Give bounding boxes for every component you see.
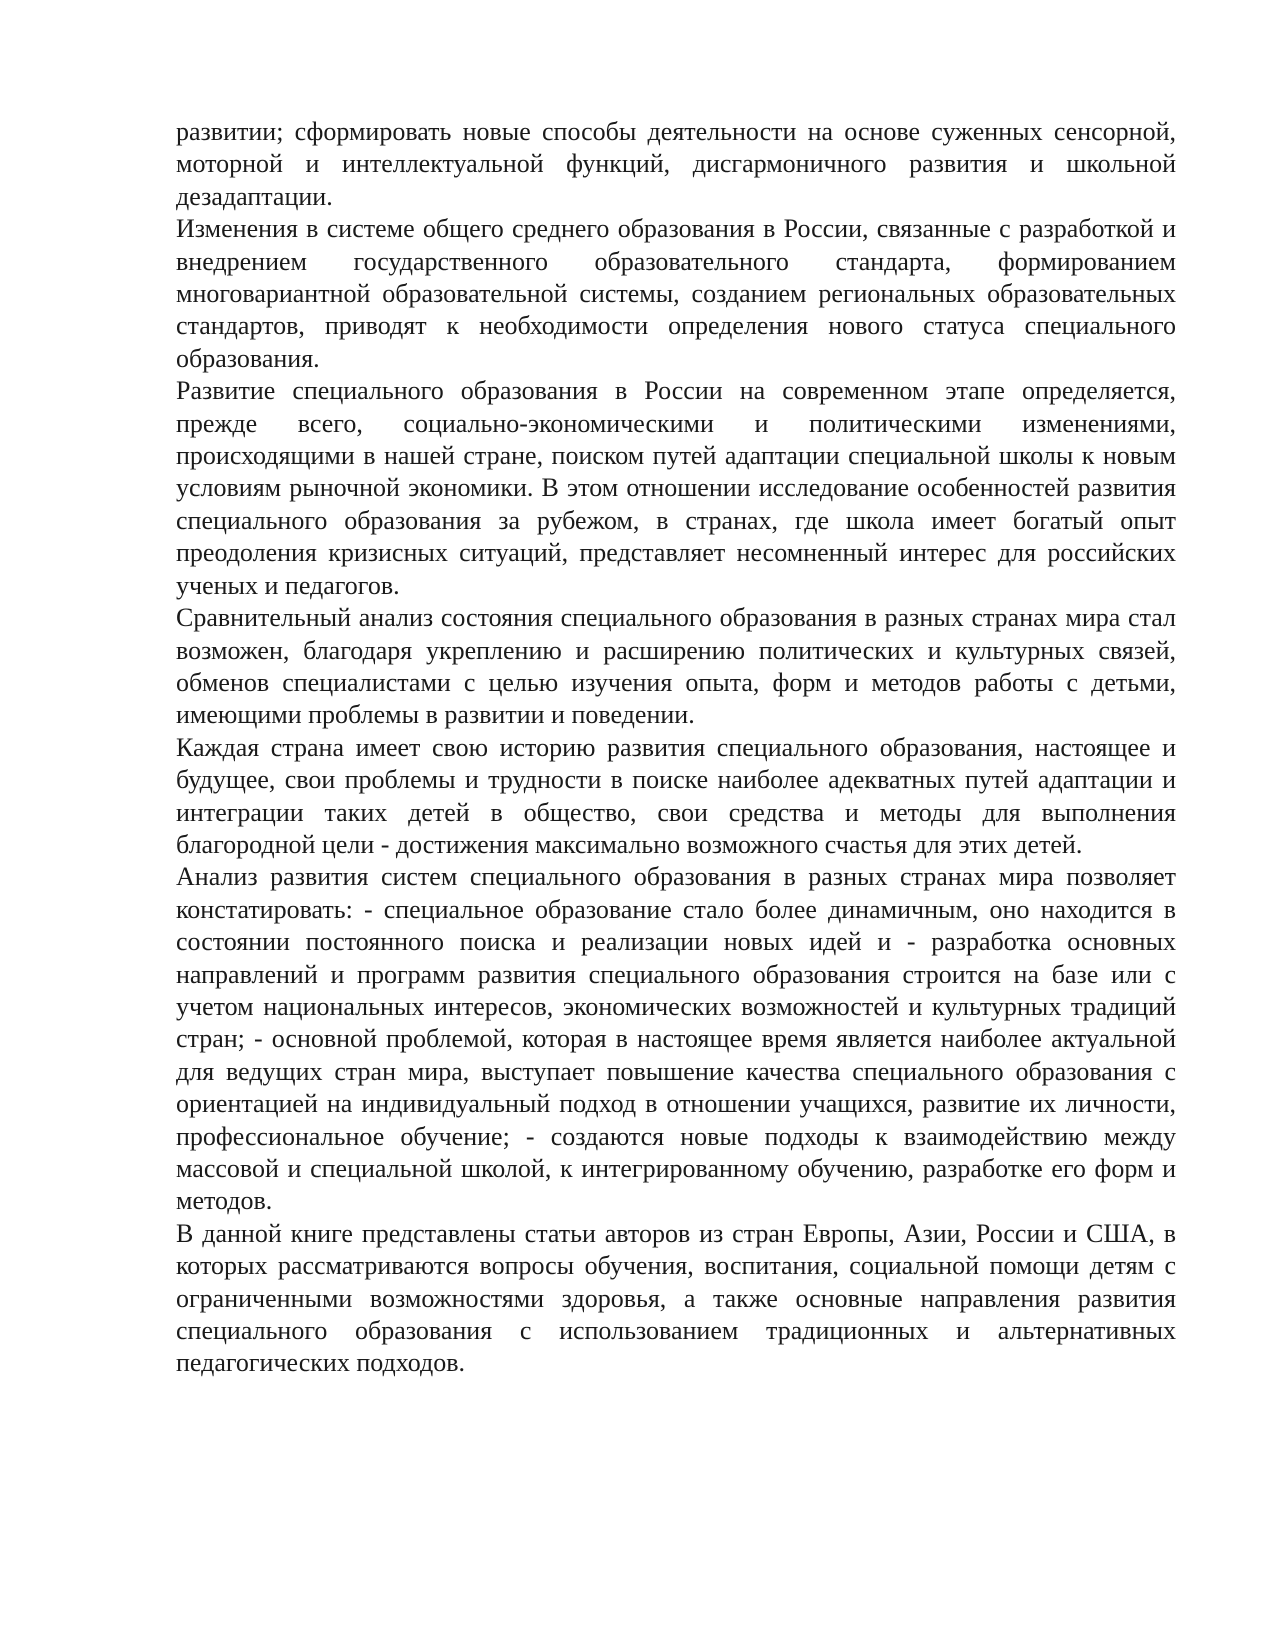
paragraph-4: Сравнительный анализ состояния специального образования в разных странах мира стал возможен, благодаря укреплению и расширению политических и культурных связей, обменов специалистами с целью изучения опыта, форм и методов работы с детьми, имеющими проблемы в развитии и поведении. [176, 603, 1176, 730]
document-page [176, 116, 1176, 1380]
paragraph-1: развитии; сформировать новые способы деятельности на основе суженных сенсорной, моторной и интеллектуальной функций, дисгармоничного развития и школьной дезадаптации. [176, 117, 1176, 211]
paragraph-7: В данной книге представлены статьи авторов из стран Европы, Азии, России и США, в которых рассматриваются вопросы обучения, воспитания, социальной помощи детям с ограниченными возможностями здоровья, а также основные направления развития специального образования с использованием традиционных и альтернативных педагогических подходов. [176, 1218, 1176, 1378]
paragraph-5: Каждая страна имеет свою историю развития специального образования, настоящее и будущее, свои проблемы и трудности в поиске наиболее адекватных путей адаптации и интеграции таких детей в общество, свои средства и методы для выполнения благородной цели - достижения максимально возможного счастья для этих детей. [176, 732, 1176, 859]
paragraph-6: Анализ развития систем специального образования в разных странах мира позволяет констатировать: - специальное образование стало более динамичным, оно находится в состоянии постоянного поиска и реализации новых идей и - разработка основных направлений и программ развития специального образования строится на базе или с учетом национальных интересов, экономических возможностей и культурных традиций стран; - основной проблемой, которая в настоящее время является наиболее актуальной для ведущих стран мира, выступает повышение качества специального образования с ориентацией на индивидуальный подход в отношении учащихся, развитие их личности, профессиональное обучение; - создаются новые подходы к взаимодействию между массовой и специальной школой, к интегрированному обучению, разработке его форм и методов. [176, 862, 1176, 1216]
paragraph-3: Развитие специального образования в России на современном этапе определяется, прежде всего, социально-экономическими и политическими изменениями, происходящими в нашей стране, поиском путей адаптации специальной школы к новым условиям рыночной экономики. В этом отношении исследование особенностей развития специального образования за рубежом, в странах, где школа имеет богатый опыт преодоления кризисных ситуаций, представляет несомненный интерес для российских ученых и педагогов. [176, 376, 1176, 600]
paragraph-2: Изменения в системе общего среднего образования в России, связанные с разработкой и внедрением государственного образовательного стандарта, формированием многовариантной образовательной системы, созданием региональных образовательных стандартов, приводят к необходимости определения нового статуса специального образования. [176, 214, 1176, 373]
